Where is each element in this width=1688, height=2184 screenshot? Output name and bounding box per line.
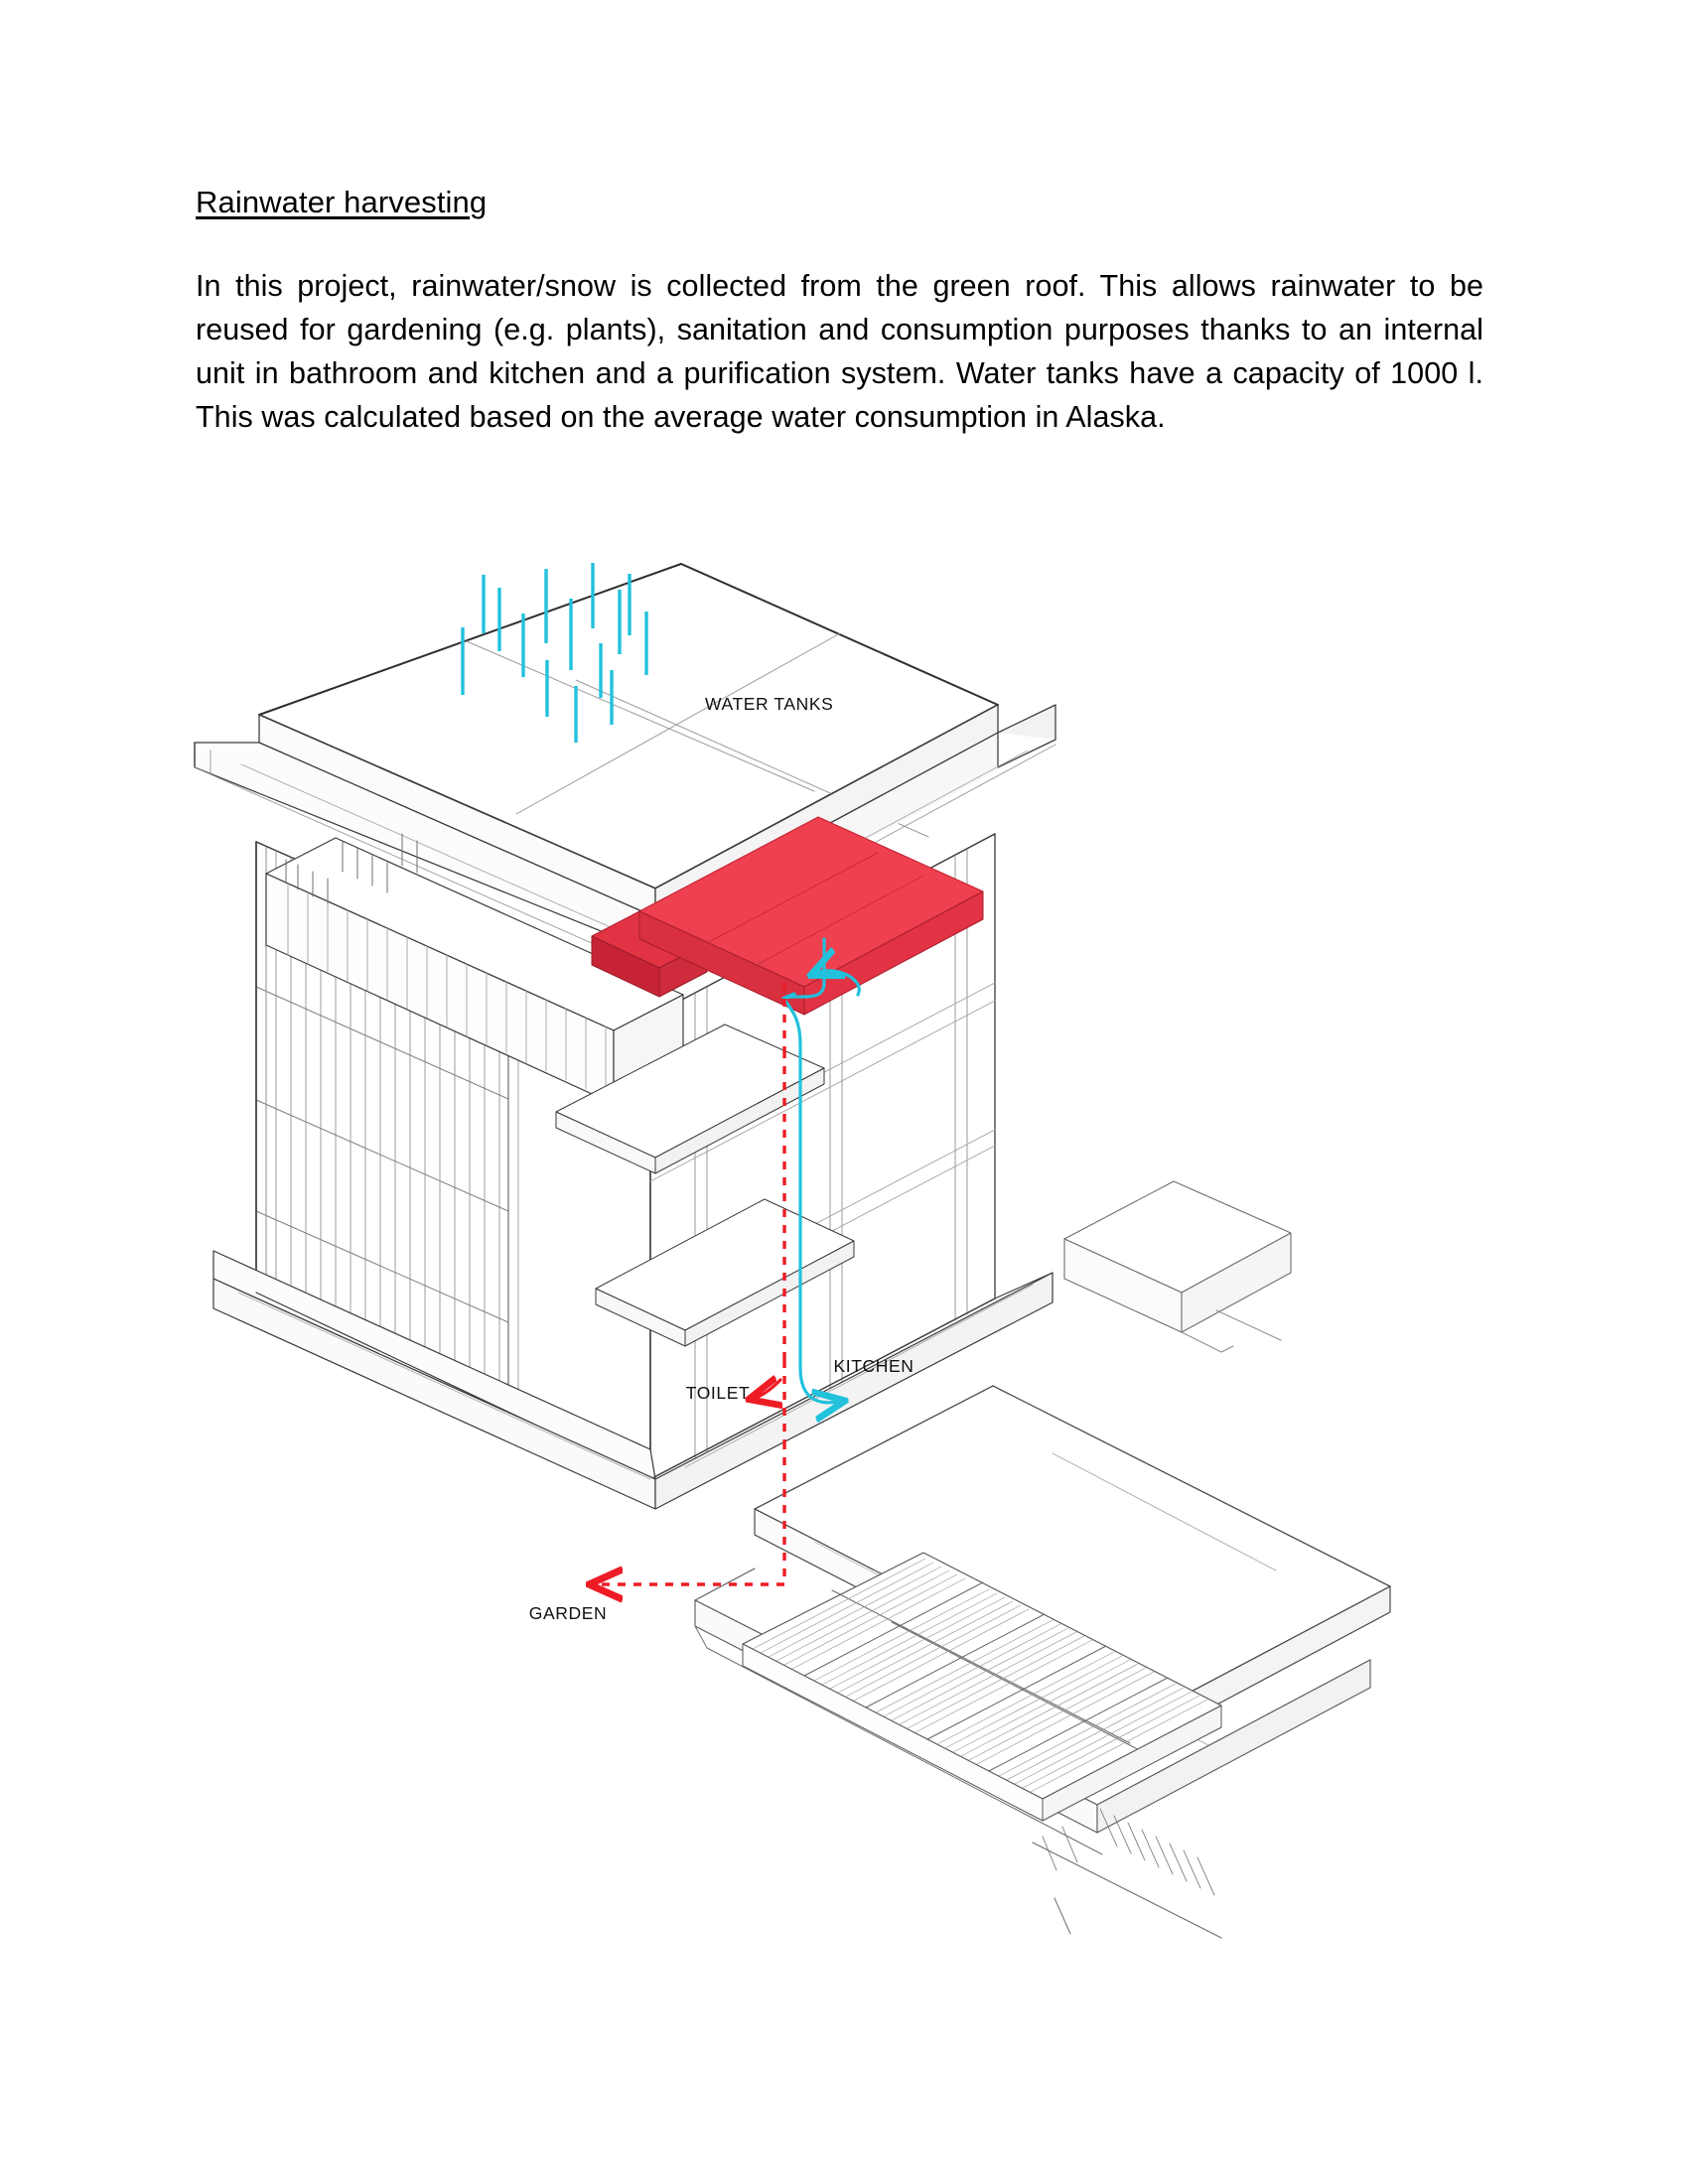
- document-text-block: [196, 184, 1483, 439]
- label-garden: GARDEN: [528, 1603, 608, 1623]
- garden-deck: [695, 1386, 1390, 1938]
- body-paragraph: In this project, rainwater/snow is collected from the green roof. This allows rainwater to be reused for gardening (e.g. plants), sanitation and consumption purposes thanks to an internal unit in bathroom and kitchen and a purification system. Water tanks have a capacity of 1000 l. This was calculated based on the average water consumption in Alaska.: [196, 268, 1483, 434]
- rainwater-harvesting-diagram: [0, 556, 1688, 2184]
- label-toilet: TOILET: [685, 1383, 751, 1403]
- page-title: Rainwater harvesting: [196, 185, 488, 219]
- detached-unit-box: [1064, 1181, 1291, 1352]
- label-water-tanks: WATER TANKS: [705, 694, 834, 714]
- label-kitchen: KITCHEN: [833, 1356, 914, 1376]
